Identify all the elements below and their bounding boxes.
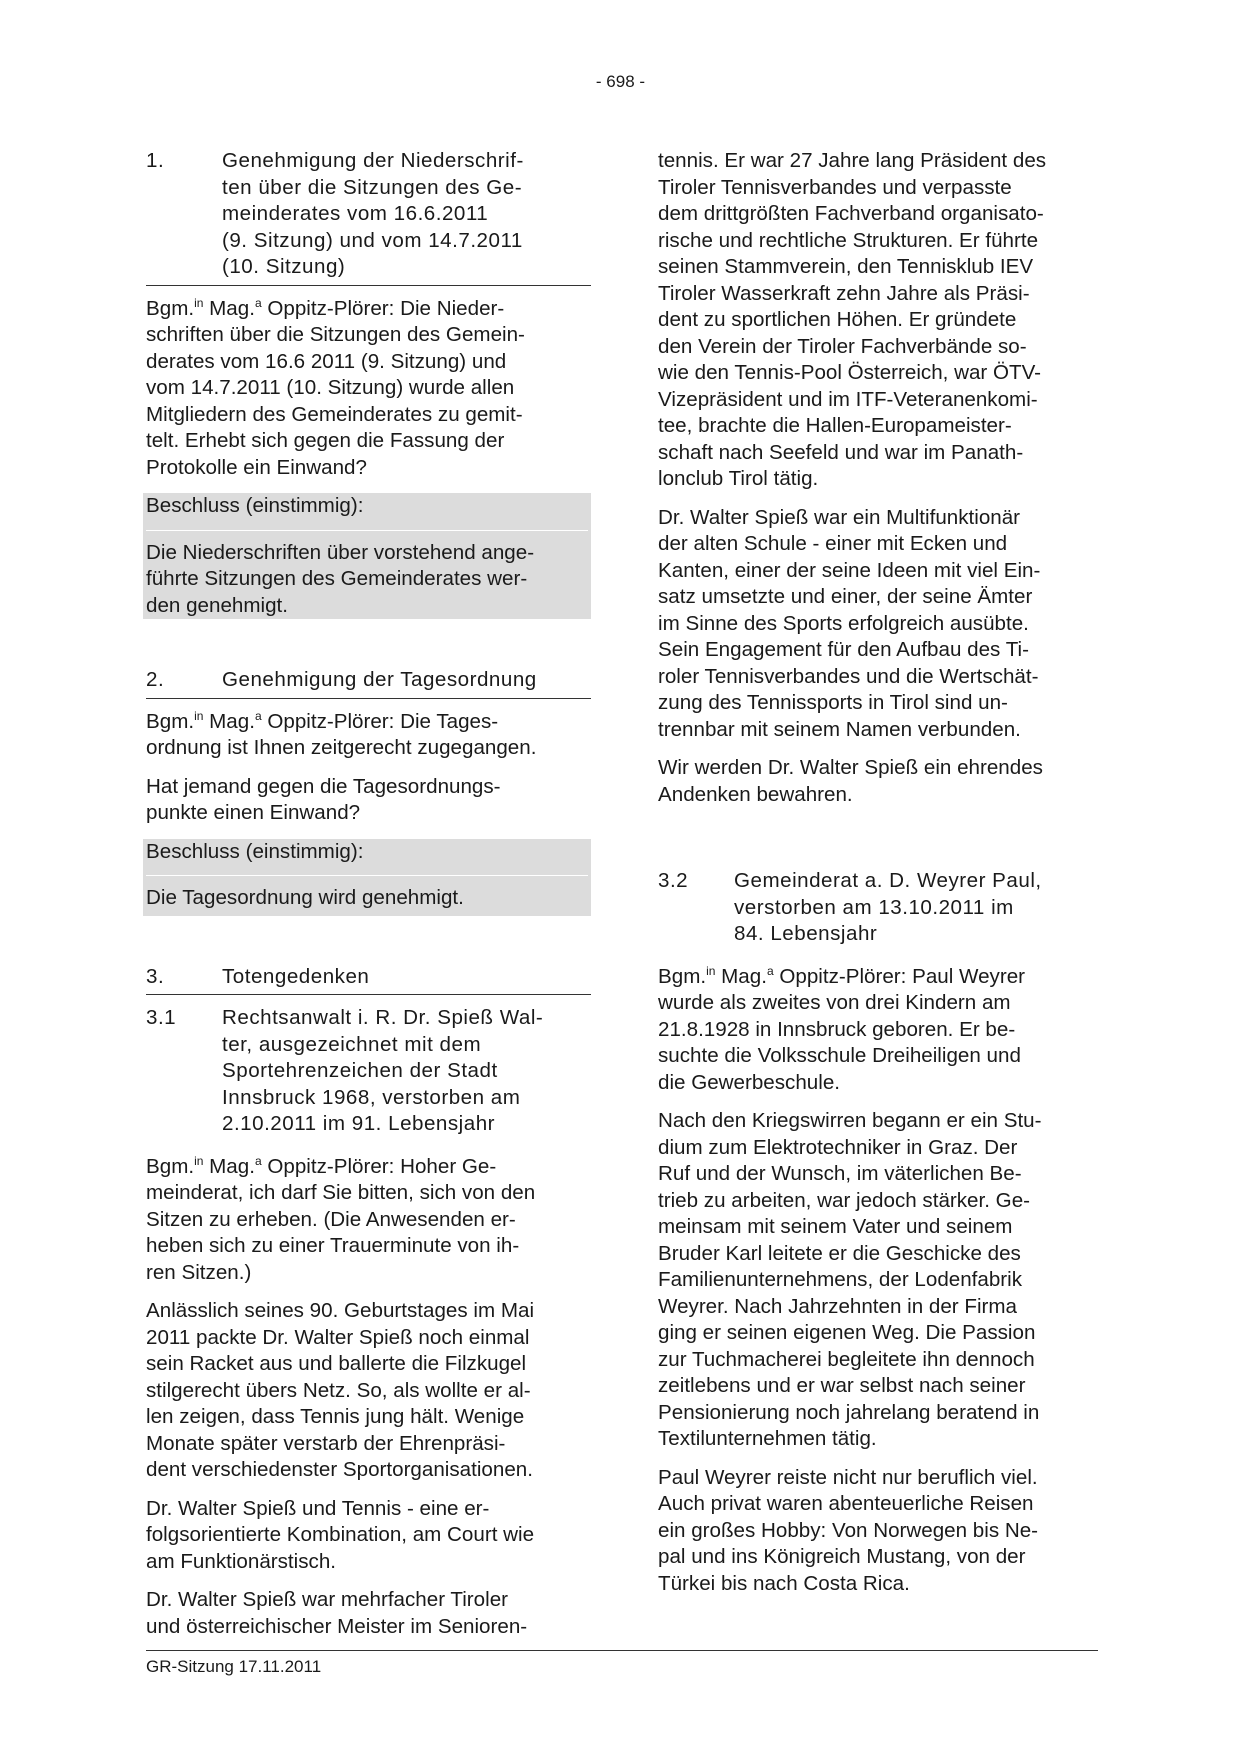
- speaker-sup: a: [254, 295, 262, 310]
- page-number: - 698 -: [595, 72, 646, 91]
- text-line: wie den Tennis-Pool Österreich, war ÖTV-: [658, 361, 1042, 384]
- text-line: führte Sitzungen des Gemeinderates wer-: [146, 567, 528, 590]
- paragraph: [658, 505, 1103, 744]
- text-line: Dr. Walter Spieß war ein Multifunktionär: [658, 505, 1021, 529]
- text-line: Bruder Karl leitete er die Geschicke des: [658, 1241, 1021, 1265]
- speaker-paragraph: [146, 709, 591, 762]
- text-line: 2011 packte Dr. Walter Spieß noch einmal: [146, 1325, 530, 1349]
- resolution-box: [143, 839, 591, 916]
- text-line: ein großes Hobby: Von Norwegen bis Ne-: [658, 1518, 1039, 1542]
- section-heading-1: [146, 148, 591, 286]
- text-line: folgsorientierte Kombination, am Court wie: [146, 1523, 535, 1546]
- text-line: rische und rechtliche Strukturen. Er führte: [658, 228, 1039, 252]
- text-line: Familienunternehmens, der Lodenfabrik: [658, 1268, 1023, 1291]
- section-heading-3: [146, 964, 591, 996]
- title-line: Genehmigung der Niederschrif-: [222, 149, 524, 172]
- text-line: Vizepräsident und im ITF-Veteranenkomi-: [658, 387, 1038, 411]
- text-line: Hat jemand gegen die Tagesordnungs-: [146, 774, 501, 798]
- text-line: Sein Engagement für den Aufbau des Ti-: [658, 638, 1029, 661]
- speaker-paragraph: [146, 296, 591, 482]
- paragraph: [658, 1465, 1103, 1598]
- text-line: ren Sitzen.): [146, 1260, 252, 1284]
- section-title: [222, 1005, 591, 1138]
- resolution-title: Beschluss (einstimmig):: [146, 493, 588, 531]
- text-line: meinsam mit seinem Vater und seinem: [658, 1215, 1013, 1238]
- text-line: seinen Stammverein, den Tennisklub IEV: [658, 255, 1034, 278]
- subsection-heading-3-1: [146, 1005, 591, 1142]
- text-line: zur Tuchmacherei begleitete ihn dennoch: [658, 1347, 1035, 1371]
- speaker-title: Bgm.: [146, 1154, 195, 1178]
- text-line: Protokolle ein Einwand?: [146, 455, 367, 479]
- speaker-text: Oppitz-Plörer: Paul Weyrer: [773, 964, 1026, 988]
- text-line: Anlässlich seines 90. Geburtstages im Mai: [146, 1299, 535, 1322]
- speaker-title: Mag.: [203, 1154, 255, 1178]
- section-title: Genehmigung der Tagesordnung: [222, 668, 537, 691]
- text-line: ging er seinen eigenen Weg. Die Passion: [658, 1321, 1036, 1344]
- text-line: derates vom 16.6 2011 (9. Sitzung) und: [146, 349, 507, 373]
- text-line: stilgerecht übers Netz. So, als wollte er al-: [146, 1378, 531, 1402]
- text-line: dium zum Elektrotechniker in Graz. Der: [658, 1135, 1018, 1159]
- text-line: Nach den Kriegswirren begann er ein Stu-: [658, 1109, 1042, 1132]
- paragraph: [146, 1587, 591, 1640]
- text-line: die Gewerbeschule.: [658, 1070, 841, 1094]
- text-line: trennbar mit seinem Namen verbunden.: [658, 717, 1021, 741]
- text-line: ordnung ist Ihnen zeitgerecht zugegangen.: [146, 736, 537, 759]
- text-line: Sitzen zu erheben. (Die Anwesenden er-: [146, 1207, 516, 1231]
- speaker-sup: a: [766, 963, 774, 978]
- speaker-title: Mag.: [203, 296, 255, 320]
- text-line: den genehmigt.: [146, 593, 288, 617]
- text-line: schaft nach Seefeld und war im Panath-: [658, 440, 1024, 464]
- text-line: punkte einen Einwand?: [146, 801, 361, 824]
- section-title: Totengedenken: [222, 964, 370, 988]
- section-number: 3.1: [146, 1006, 177, 1029]
- text-line: am Funktionärstisch.: [146, 1549, 336, 1573]
- text-line: roler Tennisverbandes und die Wertschät-: [658, 664, 1039, 688]
- resolution-box: [143, 493, 591, 619]
- title-line: Gemeinderat a. D. Weyrer Paul,: [734, 869, 1042, 892]
- paragraph: [658, 1108, 1103, 1453]
- text-line: Die Tagesordnung wird genehmigt.: [146, 886, 464, 909]
- title-line: ten über die Sitzungen des Ge-: [222, 175, 523, 199]
- speaker-sup: in: [194, 708, 204, 723]
- paragraph: [658, 755, 1103, 808]
- text-line: Auch privat waren abenteuerliche Reisen: [658, 1492, 1034, 1515]
- section-title: [222, 148, 591, 281]
- text-line: Paul Weyrer reiste nicht nur beruflich viel.: [658, 1465, 1038, 1489]
- text-line: meinderat, ich darf Sie bitten, sich von den: [146, 1181, 536, 1204]
- title-line: 84. Lebensjahr: [734, 922, 878, 945]
- text-line: Wir werden Dr. Walter Spieß ein ehrendes: [658, 756, 1043, 779]
- title-line: 2.10.2011 im 91. Lebensjahr: [222, 1112, 496, 1135]
- title-line: (9. Sitzung) und vom 14.7.2011: [222, 228, 523, 252]
- text-line: zeitlebens und er war selbst nach seiner: [658, 1374, 1026, 1397]
- text-line: Weyrer. Nach Jahrzehnten in der Firma: [658, 1294, 1018, 1318]
- text-line: len zeigen, dass Tennis jung hält. Wenige: [146, 1405, 525, 1428]
- right-column: [658, 148, 1103, 1609]
- section-number: 1.: [146, 149, 165, 172]
- resolution-text: [146, 531, 588, 620]
- text-line: Tiroler Tennisverbandes und verpasste: [658, 175, 1012, 199]
- text-line: zung des Tennissports in Tirol sind un-: [658, 691, 1008, 714]
- text-line: satz umsetzte und einer, der seine Ämter: [658, 585, 1033, 608]
- text-line: heben sich zu einer Trauerminute von ih-: [146, 1234, 520, 1257]
- title-line: Rechtsanwalt i. R. Dr. Spieß Wal-: [222, 1006, 544, 1029]
- text-line: tee, brachte die Hallen-Europameister-: [658, 414, 1012, 437]
- text-line: Türkei bis nach Costa Rica.: [658, 1571, 910, 1595]
- paragraph: [146, 1496, 591, 1576]
- speaker-sup: in: [706, 963, 716, 978]
- section-number: 3.2: [658, 869, 689, 892]
- speaker-title: Bgm.: [146, 709, 195, 733]
- text-line: schriften über die Sitzungen des Gemein-: [146, 323, 525, 346]
- section-heading-2: [146, 667, 591, 699]
- paragraph: [146, 1298, 591, 1484]
- title-line: Innsbruck 1968, verstorben am: [222, 1085, 521, 1109]
- subsection-heading-3-2: [658, 868, 1103, 952]
- section-number: 2.: [146, 668, 165, 691]
- paragraph: [658, 148, 1103, 493]
- resolution-text: [146, 876, 588, 916]
- speaker-sup: a: [254, 1153, 262, 1168]
- text-line: Kanten, einer der seine Ideen mit viel Ein-: [658, 558, 1041, 582]
- speaker-paragraph: [146, 1154, 591, 1287]
- footer-rule: [146, 1650, 1098, 1651]
- text-line: dent zu sportlichen Höhen. Er gründete: [658, 308, 1017, 331]
- text-line: Mitgliedern des Gemeinderates zu gemit-: [146, 402, 523, 426]
- text-line: dem drittgrößten Fachverband organisato-: [658, 202, 1044, 225]
- text-line: suchte die Volksschule Dreiheiligen und: [658, 1044, 1021, 1067]
- title-line: (10. Sitzung): [222, 255, 346, 278]
- text-line: Pensionierung noch jahrelang beratend in: [658, 1400, 1040, 1424]
- section-title: [734, 868, 1103, 948]
- speaker-title: Mag.: [715, 964, 767, 988]
- speaker-sup: in: [194, 1153, 204, 1168]
- section-number: 3.: [146, 964, 165, 988]
- text-line: dent verschiedenster Sportorganisationen.: [146, 1458, 533, 1481]
- title-line: verstorben am 13.10.2011 im: [734, 895, 1014, 919]
- text-line: den Verein der Tiroler Fachverbände so-: [658, 334, 1027, 358]
- footer-text: GR-Sitzung 17.11.2011: [146, 1657, 322, 1676]
- text-line: telt. Erhebt sich gegen die Fassung der: [146, 429, 505, 452]
- title-line: Sportehrenzeichen der Stadt: [222, 1059, 498, 1082]
- text-line: im Sinne des Sports erfolgreich ausübte.: [658, 611, 1029, 635]
- text-line: sein Racket aus und ballerte die Filzkugel: [146, 1352, 527, 1375]
- text-line: pal und ins Königreich Mustang, von der: [658, 1545, 1026, 1568]
- text-line: Ruf und der Wunsch, im väterlichen Be-: [658, 1162, 1022, 1185]
- paragraph: [146, 774, 591, 827]
- speaker-sup: a: [254, 708, 262, 723]
- text-line: der alten Schule - einer mit Ecken und: [658, 532, 1008, 555]
- speaker-text: Oppitz-Plörer: Die Nieder-: [261, 296, 505, 320]
- speaker-sup: in: [194, 295, 204, 310]
- text-line: Dr. Walter Spieß und Tennis - eine er-: [146, 1496, 490, 1520]
- text-line: Textilunternehmen tätig.: [658, 1427, 877, 1450]
- text-line: lonclub Tirol tätig.: [658, 467, 819, 490]
- text-line: Tiroler Wasserkraft zehn Jahre als Präsi-: [658, 281, 1030, 305]
- text-line: wurde als zweites von drei Kindern am: [658, 991, 1011, 1014]
- text-line: Monate später verstarb der Ehrenpräsi-: [146, 1431, 506, 1455]
- speaker-paragraph: [658, 964, 1103, 1097]
- speaker-title: Mag.: [203, 709, 255, 733]
- left-column: [146, 148, 591, 1652]
- text-line: und österreichischer Meister im Senioren-: [146, 1614, 528, 1638]
- text-line: vom 14.7.2011 (10. Sitzung) wurde allen: [146, 376, 515, 399]
- speaker-title: Bgm.: [658, 964, 707, 988]
- text-line: 21.8.1928 in Innsbruck geboren. Er be-: [658, 1017, 1016, 1041]
- text-line: Andenken bewahren.: [658, 782, 853, 806]
- title-line: meinderates vom 16.6.2011: [222, 202, 489, 225]
- text-line: tennis. Er war 27 Jahre lang Präsident des: [658, 149, 1047, 172]
- speaker-text: Oppitz-Plörer: Die Tages-: [261, 709, 499, 733]
- text-line: Dr. Walter Spieß war mehrfacher Tiroler: [146, 1588, 509, 1611]
- speaker-title: Bgm.: [146, 296, 195, 320]
- resolution-title: Beschluss (einstimmig):: [146, 839, 588, 877]
- speaker-text: Oppitz-Plörer: Hoher Ge-: [261, 1154, 497, 1178]
- text-line: trieb zu arbeiten, war jedoch stärker. Ge-: [658, 1188, 1031, 1212]
- text-line: Die Niederschriften über vorstehend ange-: [146, 540, 535, 564]
- title-line: ter, ausgezeichnet mit dem: [222, 1032, 482, 1056]
